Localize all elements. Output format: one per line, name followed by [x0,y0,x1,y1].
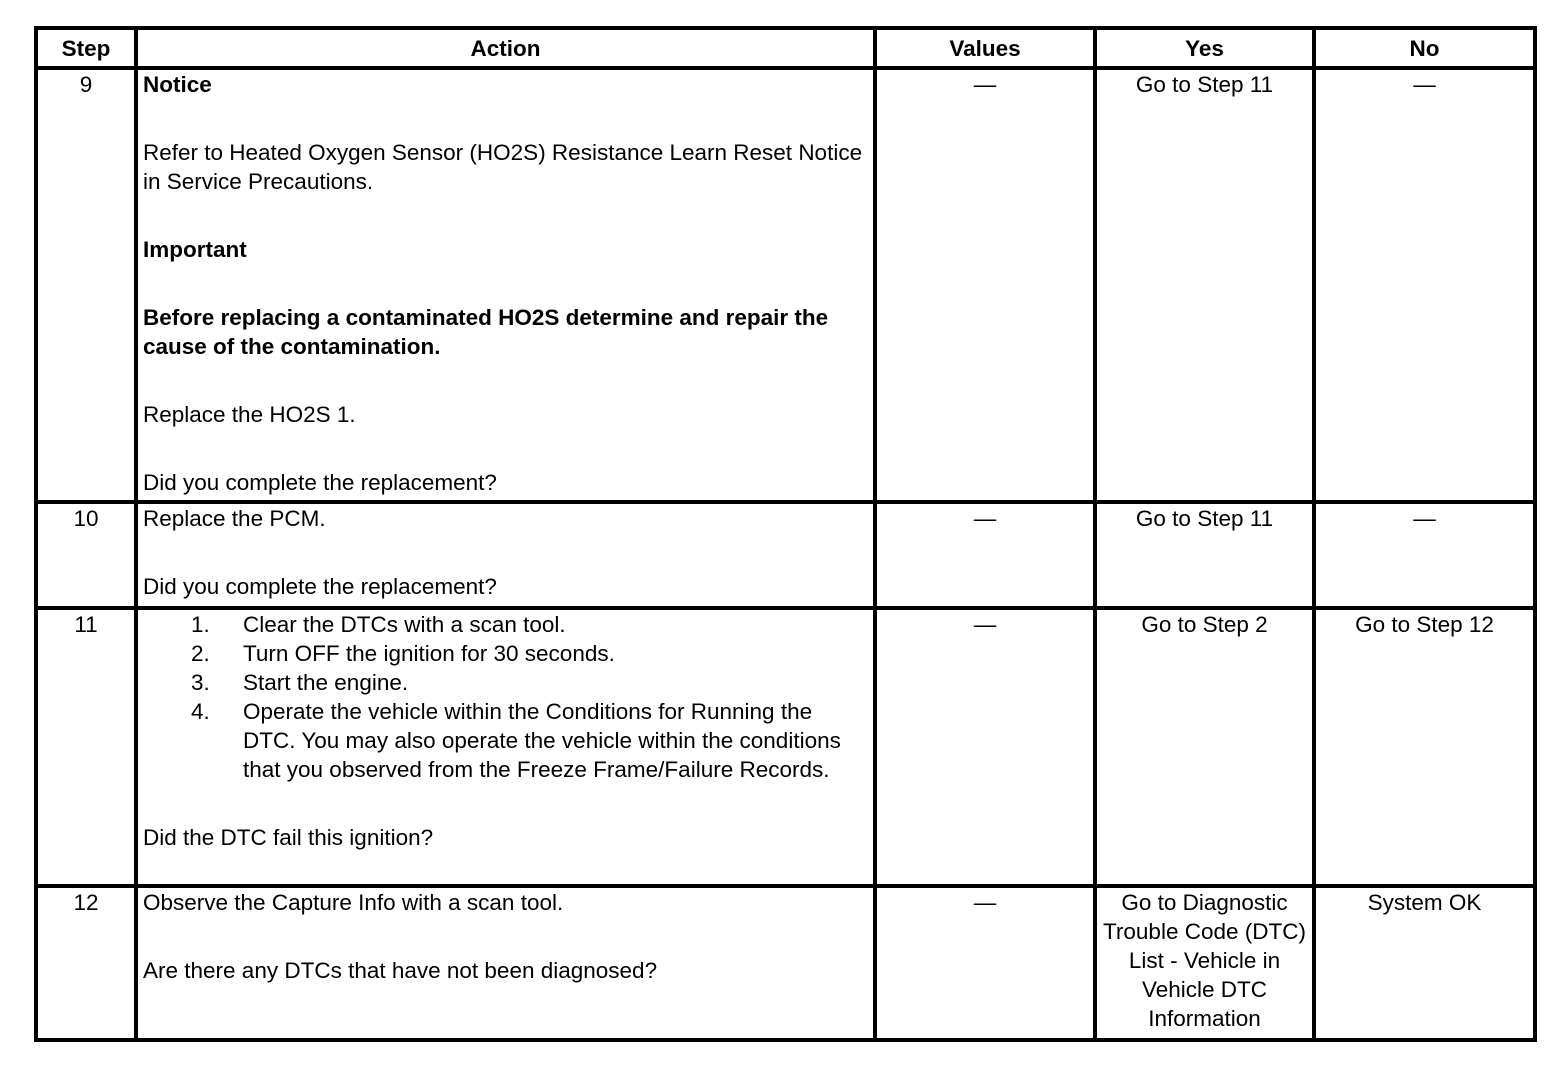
list-item-number: 1. [191,612,210,637]
yes-cell: Go to Step 2 [1095,608,1314,886]
header-row [36,28,1535,68]
list-item-number: 3. [191,670,210,695]
values-cell: — [875,886,1095,1040]
values-cell: — [875,608,1095,886]
list-item-number: 2. [191,641,210,666]
list-item-text: Turn OFF the ignition for 30 seconds. [243,641,615,666]
yes-cell: Go to Step 11 [1095,68,1314,502]
list-item [143,639,868,668]
question-text: Did you complete the replacement? [143,470,497,495]
list-item-number: 4. [191,699,210,724]
yes-cell: Go to Step 11 [1095,502,1314,608]
list-item-text: Operate the vehicle within the Conditions for Running the DTC. You may also operate the vehicle within the conditions that you observed from the Freeze Frame/Failure Records. [243,699,841,782]
table-row-step-10 [36,502,1535,608]
yes-cell: Go to Diagnostic Trouble Code (DTC) List - Vehicle in Vehicle DTC Information [1095,886,1314,1040]
no-cell: Go to Step 12 [1314,608,1535,886]
values-cell: — [875,502,1095,608]
instruction-text: Replace the PCM. [143,506,326,531]
diagnostic-table [34,26,1537,1042]
action-cell [136,608,875,886]
no-cell: — [1314,68,1535,502]
list-item [143,668,868,697]
action-cell [136,68,875,502]
step-number: 12 [36,886,136,1040]
header-step: Step [36,28,136,68]
list-item [143,610,868,639]
list-item [143,697,868,784]
step-number: 10 [36,502,136,608]
header-no: No [1314,28,1535,68]
notice-title: Notice [143,72,212,97]
table-row-step-11 [36,608,1535,886]
step-number: 11 [36,608,136,886]
header-yes: Yes [1095,28,1314,68]
header-action: Action [136,28,875,68]
action-cell [136,502,875,608]
step-number: 9 [36,68,136,502]
question-text: Did the DTC fail this ignition? [143,825,434,850]
question-text: Are there any DTCs that have not been diagnosed? [143,958,658,983]
notice-text: Refer to Heated Oxygen Sensor (HO2S) Resistance Learn Reset Notice in Service Precautions. [143,140,863,194]
values-cell: — [875,68,1095,502]
list-item-text: Clear the DTCs with a scan tool. [243,612,566,637]
procedure-list [143,610,868,784]
important-text: Before replacing a contaminated HO2S determine and repair the cause of the contamination. [143,305,829,359]
important-title: Important [143,237,247,262]
instruction-text: Replace the HO2S 1. [143,402,356,427]
list-item-text: Start the engine. [243,670,409,695]
no-cell: — [1314,502,1535,608]
instruction-text: Observe the Capture Info with a scan tool. [143,890,564,915]
action-cell [136,886,875,1040]
table-row-step-9 [36,68,1535,502]
no-cell: System OK [1314,886,1535,1040]
header-values: Values [875,28,1095,68]
table-row-step-12 [36,886,1535,1040]
question-text: Did you complete the replacement? [143,574,497,599]
